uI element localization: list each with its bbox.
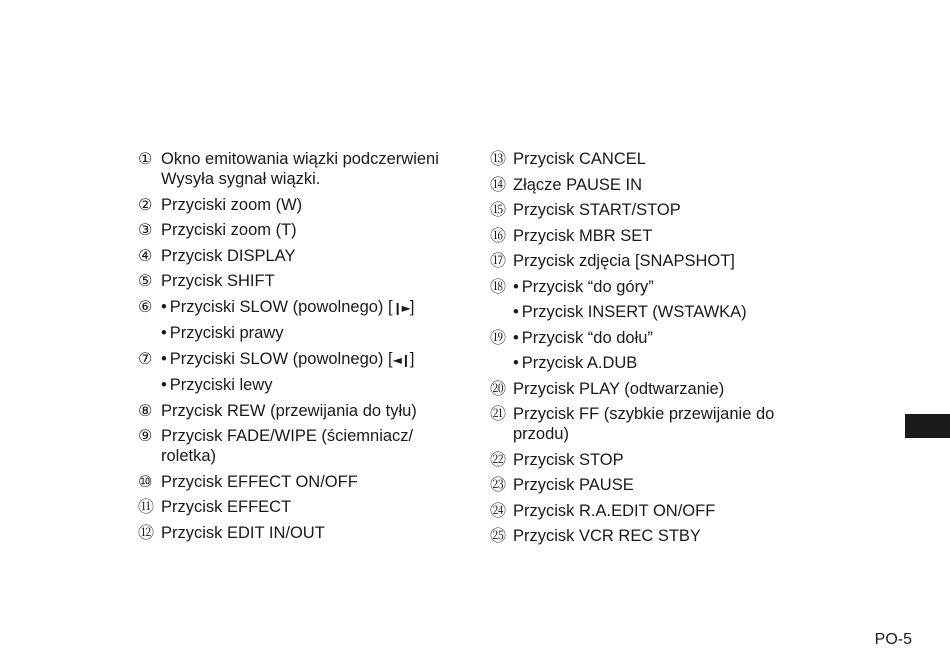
item-text: [513, 277, 810, 323]
bullet-line: [513, 277, 810, 297]
item-line: Przycisk START/STOP: [513, 201, 681, 219]
bullet-line: [161, 375, 468, 395]
item-line: Przycisk zdjęcia [SNAPSHOT]: [513, 252, 735, 270]
item-text: [513, 475, 810, 495]
left-item-list: [138, 149, 468, 543]
item-text: [513, 450, 810, 470]
item-text: [161, 523, 468, 543]
item-number: ⑦: [138, 348, 153, 368]
item-number: ⑳: [490, 378, 507, 398]
section-tab-marker: [905, 414, 950, 438]
bullet-line: [161, 349, 468, 370]
item-number: ②: [138, 194, 153, 214]
item-text: [513, 404, 810, 444]
bullet-line: [513, 328, 810, 348]
item-line: Przycisk MBR SET: [513, 226, 653, 245]
item-number: ④: [138, 245, 153, 265]
item-text: [513, 149, 810, 169]
item-line: Przycisk SHIFT: [161, 272, 275, 290]
item-number: ⑲: [490, 327, 507, 347]
item-text: [513, 226, 810, 246]
item-number: ⑧: [138, 400, 153, 420]
item-text: [513, 200, 810, 220]
item-text: [161, 497, 468, 517]
item-text: [161, 472, 468, 492]
item-number: ⑩: [138, 471, 153, 491]
list-item: [138, 472, 468, 492]
item-number: ⑨: [138, 426, 153, 445]
bullet-text: Przyciski SLOW (powolnego) [: [169, 349, 393, 368]
item-line: Przycisk CANCEL: [513, 150, 646, 168]
bullet-text: Przycisk INSERT (WSTAWKA): [521, 303, 747, 321]
list-item: [490, 404, 810, 444]
list-item: [138, 401, 468, 421]
item-number: ⑥: [138, 296, 153, 316]
item-text: [161, 149, 468, 189]
bullet-text: Przycisk “do góry”: [521, 277, 654, 296]
item-text: [513, 526, 810, 546]
item-text: [161, 297, 468, 344]
item-text: [513, 379, 810, 399]
bullet-text: Przyciski SLOW (powolnego) [: [169, 297, 393, 316]
item-number: ⑤: [138, 271, 153, 290]
bullet-line: [161, 323, 468, 343]
list-item: [490, 501, 810, 521]
list-item: [490, 328, 810, 374]
list-item: [490, 277, 810, 323]
item-text: [161, 426, 468, 466]
item-line: Przycisk EFFECT ON/OFF: [161, 472, 358, 491]
item-number: ㉑: [490, 404, 507, 423]
bullet-text: Przycisk “do dołu”: [521, 328, 653, 347]
list-item: [138, 195, 468, 215]
item-line: Przycisk REW (przewijania do tyłu): [161, 401, 417, 420]
bullet-text: Przyciski prawy: [169, 324, 284, 342]
page-number: PO-5: [874, 631, 912, 648]
item-number: ⑫: [138, 522, 155, 542]
item-number: ⑭: [490, 174, 507, 194]
item-text: [513, 175, 810, 195]
list-item: [138, 271, 468, 291]
item-line: Wysyła sygnał wiązki.: [161, 170, 321, 188]
item-number: ⑬: [490, 149, 507, 168]
slow-button-icon: ◄❙: [392, 352, 410, 367]
item-number: ㉒: [490, 449, 507, 469]
item-line: Przycisk EFFECT: [161, 498, 292, 516]
item-text: [513, 501, 810, 521]
item-number: ⑪: [138, 497, 155, 516]
item-number: ①: [138, 149, 153, 168]
item-text: [161, 349, 468, 396]
item-line: Przycisk FADE/WIPE (ściemniacz/: [161, 427, 414, 445]
bullet-text: Przyciski lewy: [169, 376, 273, 394]
item-text: [161, 220, 468, 240]
item-number: ⑰: [490, 251, 507, 270]
item-text: [161, 246, 468, 266]
bullet-text: Przycisk A.DUB: [521, 354, 638, 372]
bullet-text-end: ]: [409, 349, 415, 368]
item-line: Przycisk EDIT IN/OUT: [161, 523, 325, 542]
bullet-line: [161, 297, 468, 318]
item-line: Przycisk STOP: [513, 450, 624, 469]
list-item: [138, 149, 468, 189]
item-number: ⑮: [490, 200, 507, 219]
bullet-line: [513, 353, 810, 373]
item-line: Przycisk FF (szybkie przewijanie do: [513, 405, 775, 423]
list-item: [490, 526, 810, 546]
item-line: Przyciski zoom (T): [161, 221, 297, 239]
list-item: [138, 220, 468, 240]
item-text: [161, 401, 468, 421]
right-item-list: [490, 149, 810, 546]
item-text: [513, 328, 810, 374]
list-item: [490, 200, 810, 220]
item-text: [161, 271, 468, 291]
item-line: Przyciski zoom (W): [161, 195, 303, 214]
list-item: [138, 426, 468, 466]
list-item: [490, 226, 810, 246]
item-number: ⑯: [490, 225, 507, 245]
item-line: Okno emitowania wiązki podczerwieni: [161, 150, 439, 168]
list-item: [138, 523, 468, 543]
list-item: [490, 149, 810, 169]
item-line: przodu): [513, 425, 569, 443]
list-item: [138, 349, 468, 396]
bullet-text-end: ]: [409, 297, 415, 316]
list-item: [490, 475, 810, 495]
item-line: Przycisk PAUSE: [513, 476, 634, 494]
item-line: roletka): [161, 447, 217, 465]
item-text: [513, 251, 810, 271]
item-line: Przycisk PLAY (odtwarzanie): [513, 379, 725, 398]
item-line: Przycisk R.A.EDIT ON/OFF: [513, 501, 716, 520]
item-number: ⑱: [490, 276, 507, 296]
list-item: [490, 175, 810, 195]
item-line: Przycisk VCR REC STBY: [513, 527, 701, 545]
item-number: ③: [138, 220, 153, 239]
list-item: [138, 246, 468, 266]
item-number: ㉔: [490, 500, 507, 520]
list-item: [490, 450, 810, 470]
item-line: Przycisk DISPLAY: [161, 246, 296, 265]
list-item: [490, 251, 810, 271]
item-number: ㉕: [490, 526, 507, 545]
item-text: [161, 195, 468, 215]
list-item: [490, 379, 810, 399]
item-line: Złącze PAUSE IN: [513, 175, 642, 194]
item-number: ㉓: [490, 475, 507, 494]
list-item: [138, 497, 468, 517]
list-item: [138, 297, 468, 344]
bullet-line: [513, 302, 810, 322]
slow-button-icon: ❙►: [392, 300, 410, 315]
